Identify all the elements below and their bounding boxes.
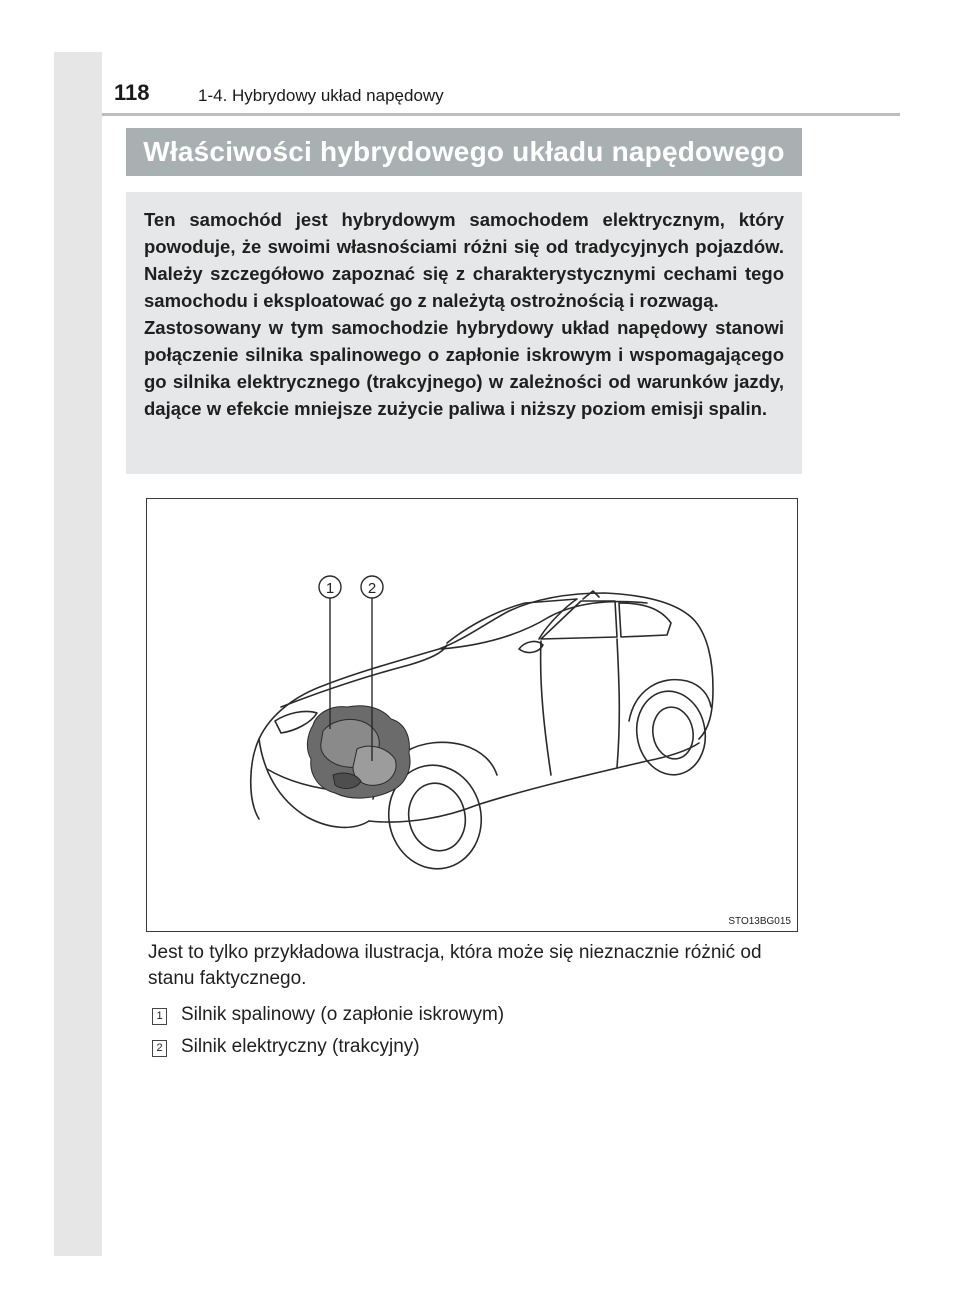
- door-line: [617, 639, 619, 767]
- door-line: [541, 641, 551, 775]
- callout-1-label: 1: [325, 580, 335, 597]
- callout-2-label: 2: [367, 580, 377, 597]
- intro-paragraph-2: Zastosowany w tym samochodzie hybrydowy układ napędowy stanowi połączenie silnika spalinowego o zapłonie iskrowym i wspomagającego go silnika elektrycznego (trakcyjnego) w zależności od warunków jazdy, dające w efekcie mniejsze zużycie paliwa i niższy poziom emisji spalin.: [144, 317, 784, 419]
- legend-label: Silnik spalinowy (o zapłonie iskrowym): [181, 1004, 505, 1025]
- legend-number-badge: 1: [152, 1008, 167, 1025]
- car-illustration: [146, 498, 798, 932]
- figure-code: STO13BG015: [728, 916, 791, 927]
- legend-item-1: [152, 1004, 504, 1026]
- legend-label: Silnik elektryczny (trakcyjny): [181, 1036, 420, 1057]
- page-number: 118: [114, 80, 150, 105]
- side-mirror: [519, 642, 543, 653]
- rear-wheel-rim: [649, 704, 697, 762]
- rear-wheel-arch: [629, 680, 711, 721]
- section-heading: 1-4. Hybrydowy układ napędowy: [198, 86, 444, 105]
- side-strip: [54, 52, 102, 1256]
- legend-number-badge: 2: [152, 1040, 167, 1057]
- figure-caption: Jest to tylko przykładowa ilustracja, która może się nieznacznie różnić od stanu faktycznego.: [148, 942, 762, 989]
- roof-antenna: [583, 591, 599, 599]
- intro-box: [126, 192, 802, 474]
- page-title: Właściwości hybrydowego układu napędowego: [143, 136, 785, 167]
- header-divider: [102, 113, 900, 116]
- car-sill: [369, 743, 699, 822]
- engine-compartment: [307, 706, 410, 798]
- legend-item-2: [152, 1036, 420, 1058]
- title-bar: [126, 128, 802, 176]
- car-drawing: [147, 499, 797, 931]
- side-window-rear: [619, 603, 671, 637]
- rear-wheel: [630, 686, 712, 781]
- intro-paragraph-1: Ten samochód jest hybrydowym samochodem elektrycznym, który powoduje, że swoimi własnościami różni się od tradycyjnych pojazdów. Należy szczegółowo zapoznać się z charakterystycznymi cechami tego samochodu i eksploatować go z należytą ostrożnością i rozwagą.: [144, 209, 784, 311]
